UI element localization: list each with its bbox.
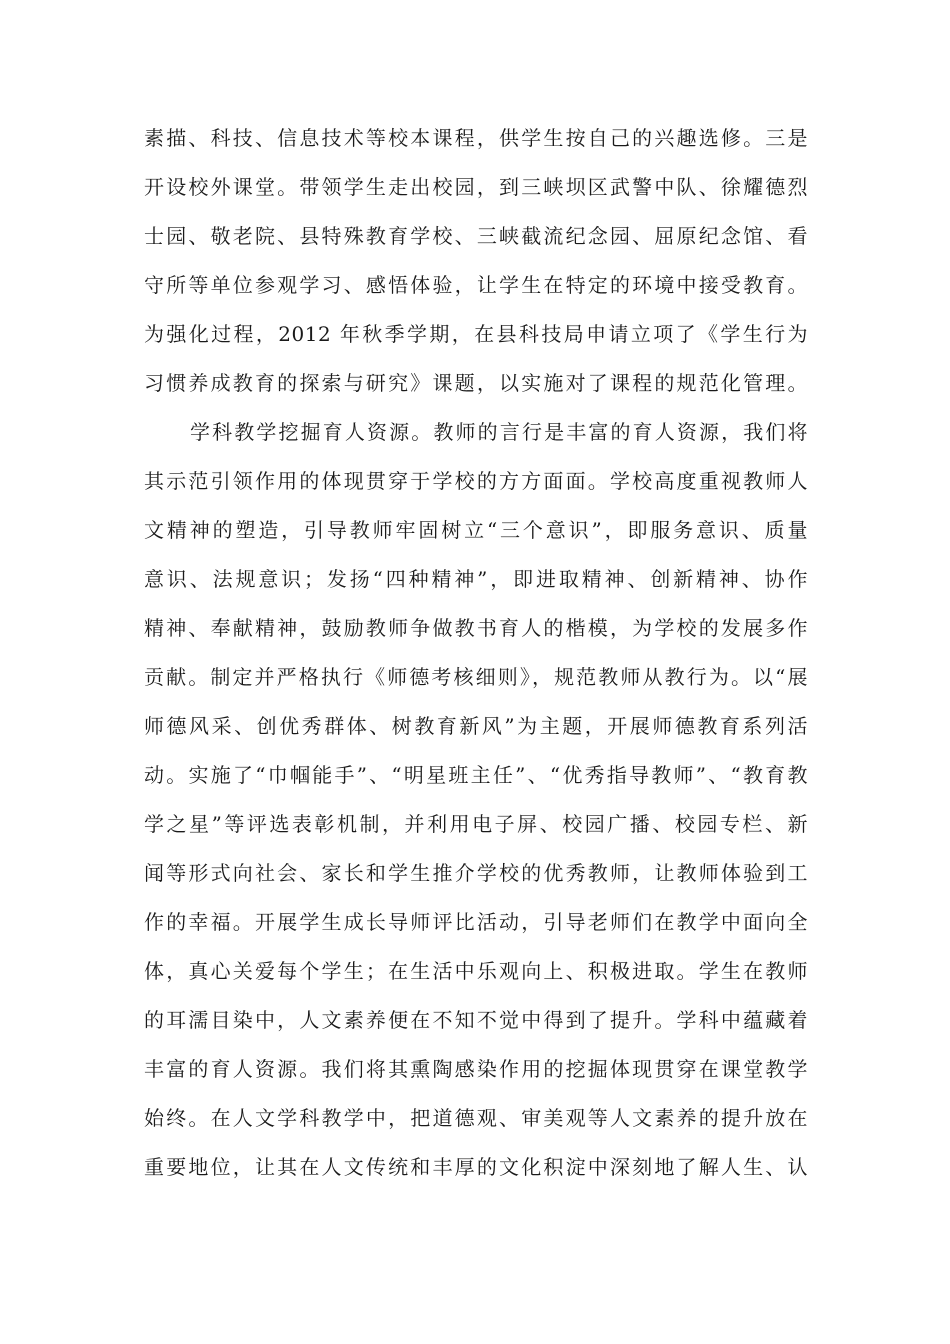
text-line: 的耳濡目染中，人文素养便在不知不觉中得到了提升。学科中蕴藏着 [144, 1008, 808, 1032]
text-line: 闻等形式向社会、家长和学生推介学校的优秀教师，让教师体验到工 [144, 861, 808, 885]
text-line: 体，真心关爱每个学生；在生活中乐观向上、积极进取。学生在教师 [144, 959, 808, 983]
text-line: 学之星”等评选表彰机制，并利用电子屏、校园广播、校园专栏、新 [144, 812, 808, 836]
text-line: 其示范引领作用的体现贯穿于学校的方方面面。学校高度重视教师人 [144, 469, 808, 493]
text-line: 作的幸福。开展学生成长导师评比活动，引导老师们在教学中面向全 [144, 910, 808, 934]
text-line: 文精神的塑造，引导教师牢固树立“三个意识”，即服务意识、质量 [144, 518, 808, 542]
text-line: 士园、敬老院、县特殊教育学校、三峡截流纪念园、屈原纪念馆、看 [144, 224, 808, 248]
text-line: 素描、科技、信息技术等校本课程，供学生按自己的兴趣选修。三是 [144, 126, 808, 150]
text-line: 师德风采、创优秀群体、树教育新风”为主题，开展师德教育系列活 [144, 714, 808, 738]
text-line: 守所等单位参观学习、感悟体验，让学生在特定的环境中接受教育。 [144, 273, 808, 297]
text-line: 丰富的育人资源。我们将其熏陶感染作用的挖掘体现贯穿在课堂教学 [144, 1057, 808, 1081]
text-line: 学科教学挖掘育人资源。教师的言行是丰富的育人资源，我们将 [190, 420, 808, 444]
text-line: 精神、奉献精神，鼓励教师争做教书育人的楷模，为学校的发展多作 [144, 616, 808, 640]
text-line: 重要地位，让其在人文传统和丰厚的文化积淀中深刻地了解人生、认 [144, 1155, 808, 1179]
text-line: 意识、法规意识；发扬“四种精神”，即进取精神、创新精神、协作 [144, 567, 808, 591]
text-line: 始终。在人文学科教学中，把道德观、审美观等人文素养的提升放在 [144, 1106, 808, 1130]
text-line: 开设校外课堂。带领学生走出校园，到三峡坝区武警中队、徐耀德烈 [144, 175, 808, 199]
text-line: 动。实施了“巾帼能手”、“明星班主任”、“优秀指导教师”、“教育教 [144, 763, 808, 787]
text-line: 习惯养成教育的探索与研究》课题，以实施对了课程的规范化管理。 [144, 371, 808, 395]
paragraph-1 [144, 114, 808, 408]
text-line: 为强化过程，2012 年秋季学期，在县科技局申请立项了《学生行为 [144, 322, 808, 346]
paragraph-2 [144, 408, 808, 1192]
text-line: 贡献。制定并严格执行《师德考核细则》，规范教师从教行为。以“展 [144, 665, 808, 689]
